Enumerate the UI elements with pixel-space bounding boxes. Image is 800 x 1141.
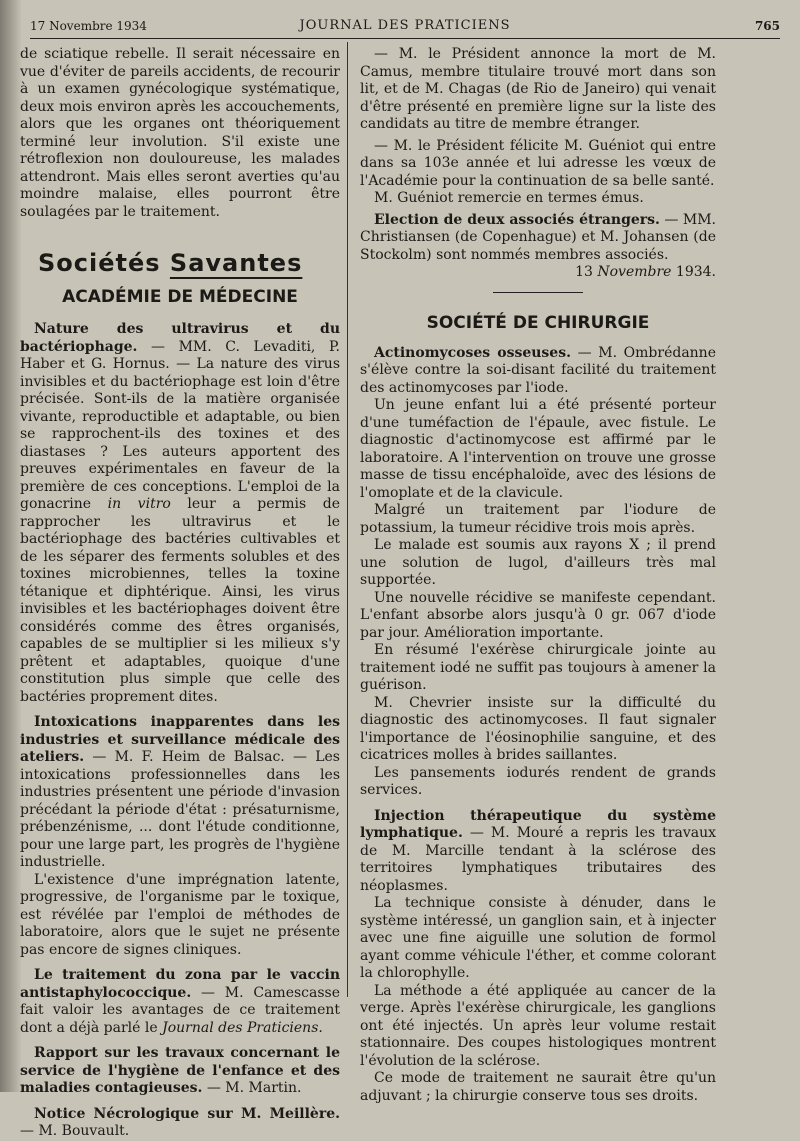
article-title: Nature des ultravirus et du bactériophage. [20, 321, 340, 355]
society-heading: SOCIÉTÉ DE CHIRURGIE [426, 312, 650, 333]
right-column [360, 46, 716, 1105]
section-separator [493, 292, 583, 293]
lymphatic-paragraph-4: Ce mode de traitement ne saurait être qu'un adjuvant ; la chirurgie conserve tous ses droits. [360, 1070, 716, 1104]
page-header [30, 16, 780, 39]
session-date [360, 264, 716, 282]
article-italic: in vitro [107, 496, 171, 512]
actinomycoses-paragraph-8: Les pansements iodurés rendent de grands services. [360, 764, 716, 798]
session-date-year: 1934. [671, 264, 716, 280]
intro-paragraph: de sciatique rebelle. Il serait nécessaire en vue d'éviter de pareils accidents, de recourir à un examen gynécologique systématique, deux mois environ après les accouchements, alors que les organes ont théoriquement terminé leur involution. S'il existe une rétroflexion non douloureuse, les malades attendront. Mais elles seront averties qu'au moindre malaise, elles pourront être soulagées par le traitement. [20, 46, 340, 220]
article-body: — La nature des virus invisibles et du bactériophage est loin d'être précisée. Sont-ils de la matière organisée vivante, reproductible et adaptable, ou bien se rapprochent-ils des toxines et des diastases ? Les auteurs apportent des preuves expérimentales en faveur de la première de ces conceptions. L'emploi de la gonacrine [20, 356, 341, 512]
article-authors: — M. Bouvault. [20, 1123, 130, 1139]
academy-heading: ACADÉMIE DE MÉDECINE [62, 287, 298, 307]
journal-reference: Journal des Praticiens. [162, 1019, 323, 1036]
lymphatic-paragraph-2: La technique consiste à dénuder, dans le système intéressé, un ganglion sain, et à injecter avec une fine aiguille une solution de formol ayant comme véhicule l'éther, et comme colorant la chlorophylle. [360, 895, 716, 981]
session-date-day: 13 [575, 264, 598, 280]
article-authors: — M. F. Heim de Balsac. [84, 749, 285, 765]
article-zona [20, 967, 340, 1037]
section-title-word-2: Savantes [169, 249, 303, 277]
article-title: Intoxications inapparentes dans les industries et surveillance médicale des ateliers. [20, 714, 340, 765]
section-title-word-1: Sociétés [38, 249, 161, 277]
page-number: 765 [754, 19, 780, 33]
article-obituary [20, 1106, 340, 1141]
article-hygiene-report [20, 1045, 340, 1098]
article-title: Le traitement du zona par le vaccin antistaphylococcique. [20, 967, 340, 1001]
article-ultravirus [20, 321, 340, 706]
article-body: fait valoir les avantages de ce traitement dont a déjà parlé le [20, 1002, 340, 1036]
article-lymphatic-injection [360, 808, 716, 896]
lymphatic-paragraph-3: La méthode a été appliquée au cancer de la verge. Après l'exérèse chirurgicale, les ganglions ont été injectés. Un après leur volume restait stationnaire. Des coupes histologiques montrent l'évolution de la sclérose. [360, 982, 716, 1069]
president-announcement: — M. le Président annonce la mort de M. Camus, membre titulaire trouvé mort dans son lit, et de M. Chagas (de Rio de Janeiro) qui venait d'être présenté en première ligne sur la liste des candidats au titre de membre étranger. [360, 46, 716, 132]
left-column [20, 46, 340, 1141]
header-date: 17 Novembre 1934 [30, 19, 147, 33]
session-date-month: Novembre [597, 264, 672, 280]
article-body: — Les intoxications professionnelles dans les industries présentent une période d'invasion précédant la période d'état : présaturnisme, prébenzénisme, ... dont l'étude conditionne, pour une large part, les progrès de l'hygiène industrielle. [20, 749, 340, 870]
gueniot-thanks: M. Guéniot remercie en termes émus. [374, 190, 644, 206]
article-authors: — M. Camescasse [191, 984, 340, 1001]
article-title: Actinomycoses osseuses. [374, 344, 571, 361]
article-body: s'élève contre la soi-disant facilité du traitement des actinomycoses par l'iode. [360, 362, 716, 396]
article-title: Notice Nécrologique sur M. Meillère. [34, 1105, 340, 1122]
article-intoxications [20, 714, 340, 872]
journal-title: JOURNAL DES PRATICIENS [299, 18, 511, 33]
actinomycoses-paragraph-6: En résumé l'exérèse chirurgicale jointe au traitement iodé ne suffit pas toujours à amener la guérison. [360, 642, 716, 693]
article-authors: — M. Ombrédanne [570, 344, 716, 361]
actinomycoses-paragraph-5: Une nouvelle récidive se manifeste cependant. L'enfant absorbe alors jusqu'à 0 gr. 067 d'iode par jour. Amélioration importante. [360, 589, 716, 641]
actinomycoses-paragraph-4: Le malade est soumis aux rayons X ; il prend une solution de lugol, d'ailleurs très mal supportée. [360, 537, 716, 588]
president-congratulation: — M. le Président félicite M. Guéniot qui entre dans sa 103e année et lui adresse les vœux de l'Académie pour la continuation de sa belle santé. [360, 137, 716, 189]
election-paragraph [360, 212, 716, 265]
actinomycoses-paragraph-7: M. Chevrier insiste sur la difficulté du diagnostic des actinomycoses. Il faut signaler l'importance de l'éosinophilie sanguine, et des cicatrices molles à brides saillantes. [360, 694, 716, 763]
article-title: Injection thérapeutique du système lymphatique. [360, 807, 716, 841]
actinomycoses-paragraph-3: Malgré un traitement par l'iodure de potassium, la tumeur récidive trois mois après. [360, 502, 716, 536]
column-divider [347, 42, 348, 997]
article-body-continued: leur a permis de rapprocher les ultravirus et le bactériophage des bactéries cultivables et de les séparer des ferments solubles et des toxines microbiennes, telles la toxine tétanique et diphtérique. Ainsi, les virus invisibles et les bactériophages doivent être considérés comme des êtres organisés, capables de se multiplier si les milieux s'y prêtent et adaptables, quoique d'une constitution plus simple que celle des bactéries proprement dites. [20, 496, 340, 705]
article-authors: — M. Martin. [202, 1080, 302, 1096]
page-binding-shadow [0, 0, 22, 1092]
article-title: Rapport sur les travaux concernant le service de l'hygiène de l'enfance et des maladies contagieuses. [20, 1045, 340, 1096]
article-body: — M. Mouré a repris les travaux de M. Marcille tendant à la sclérose des territoires lymphatiques tributaires des néoplasmes. [360, 825, 716, 894]
article-intoxications-paragraph-2: L'existence d'une imprégnation latente, progressive, de l'organisme par le toxique, est révélée par l'emploi de méthodes de laboratoire, alors que le sujet ne présente pas encore de signes cliniques. [20, 871, 340, 958]
section-title [38, 249, 340, 277]
election-title: Election de deux associés étrangers. [374, 211, 660, 228]
article-authors: — MM. C. Levaditi, P. Haber et G. Hornus. [20, 338, 340, 372]
election-body: — MM. Christiansen (de Copenhague) et M. Johansen (de Stockolm) sont nommés membres associés. [360, 211, 716, 263]
actinomycoses-paragraph-2: Un jeune enfant lui a été présenté porteur d'une tuméfaction de l'épaule, avec fistule. Le diagnostic d'actinomycose est affirmé par le laboratoire. A l'intervention on trouve une grosse masse de tissu encéphaloïde, avec des lésions de l'omoplate et de la clavicule. [360, 397, 716, 501]
article-actinomycoses [360, 345, 716, 398]
